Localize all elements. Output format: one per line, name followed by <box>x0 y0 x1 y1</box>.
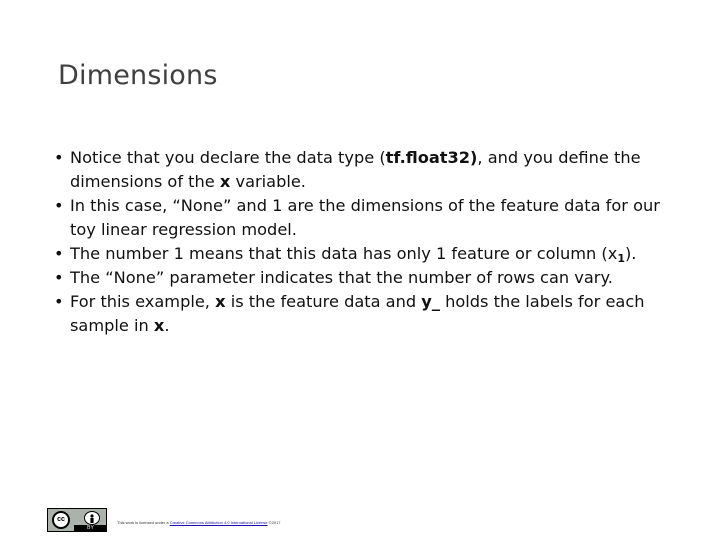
cc-by-license-icon <box>47 508 107 532</box>
bullet-text: x <box>215 292 226 311</box>
bullet-list <box>54 146 684 338</box>
bullet-item <box>54 146 684 194</box>
copyright-text: ©2017 <box>268 520 281 525</box>
bullet-icon: • <box>54 196 64 215</box>
bullet-text: x <box>153 316 165 335</box>
footer <box>47 508 367 532</box>
by-label: BY <box>74 525 107 532</box>
bullet-text: Notice that you declare the data type ( <box>70 148 386 167</box>
bullet-item <box>54 266 684 290</box>
bullet-text: In this case, “None” and 1 are the dimensions of the feature data for our toy linear regression model. <box>70 196 660 239</box>
bullet-text: tf.float32) <box>385 148 478 167</box>
bullet-item <box>54 290 684 338</box>
license-text: This work is licensed under a <box>117 520 170 525</box>
bullet-text: y_ <box>421 292 440 311</box>
attribution-person-icon <box>84 511 100 525</box>
cc-icon: cc <box>52 511 70 529</box>
bullet-text: 1 <box>617 252 625 265</box>
bullet-text: holds the labels for each sample in <box>70 292 645 335</box>
bullet-text: variable. <box>230 172 306 191</box>
bullet-text: x <box>219 172 231 191</box>
slide-title: Dimensions <box>58 60 218 91</box>
bullet-text: . <box>164 316 170 335</box>
bullet-icon: • <box>54 292 64 311</box>
bullet-text: The number 1 means that this data has only 1 feature or column (x <box>70 244 618 263</box>
bullet-text: ). <box>624 244 637 263</box>
license-link[interactable]: Creative Commons Attribution 4.0 International License <box>169 520 268 525</box>
bullet-text: is the feature data and <box>225 292 422 311</box>
bullet-text: The “None” parameter indicates that the number of rows can vary. <box>70 268 613 287</box>
bullet-icon: • <box>54 148 64 167</box>
bullet-icon: • <box>54 244 64 263</box>
license-notice <box>117 520 281 525</box>
bullet-icon: • <box>54 268 64 287</box>
bullet-item <box>54 242 684 266</box>
bullet-text: For this example, <box>70 292 216 311</box>
bullet-item <box>54 194 684 242</box>
bullet-text: , and you define the dimensions of the <box>70 148 641 191</box>
